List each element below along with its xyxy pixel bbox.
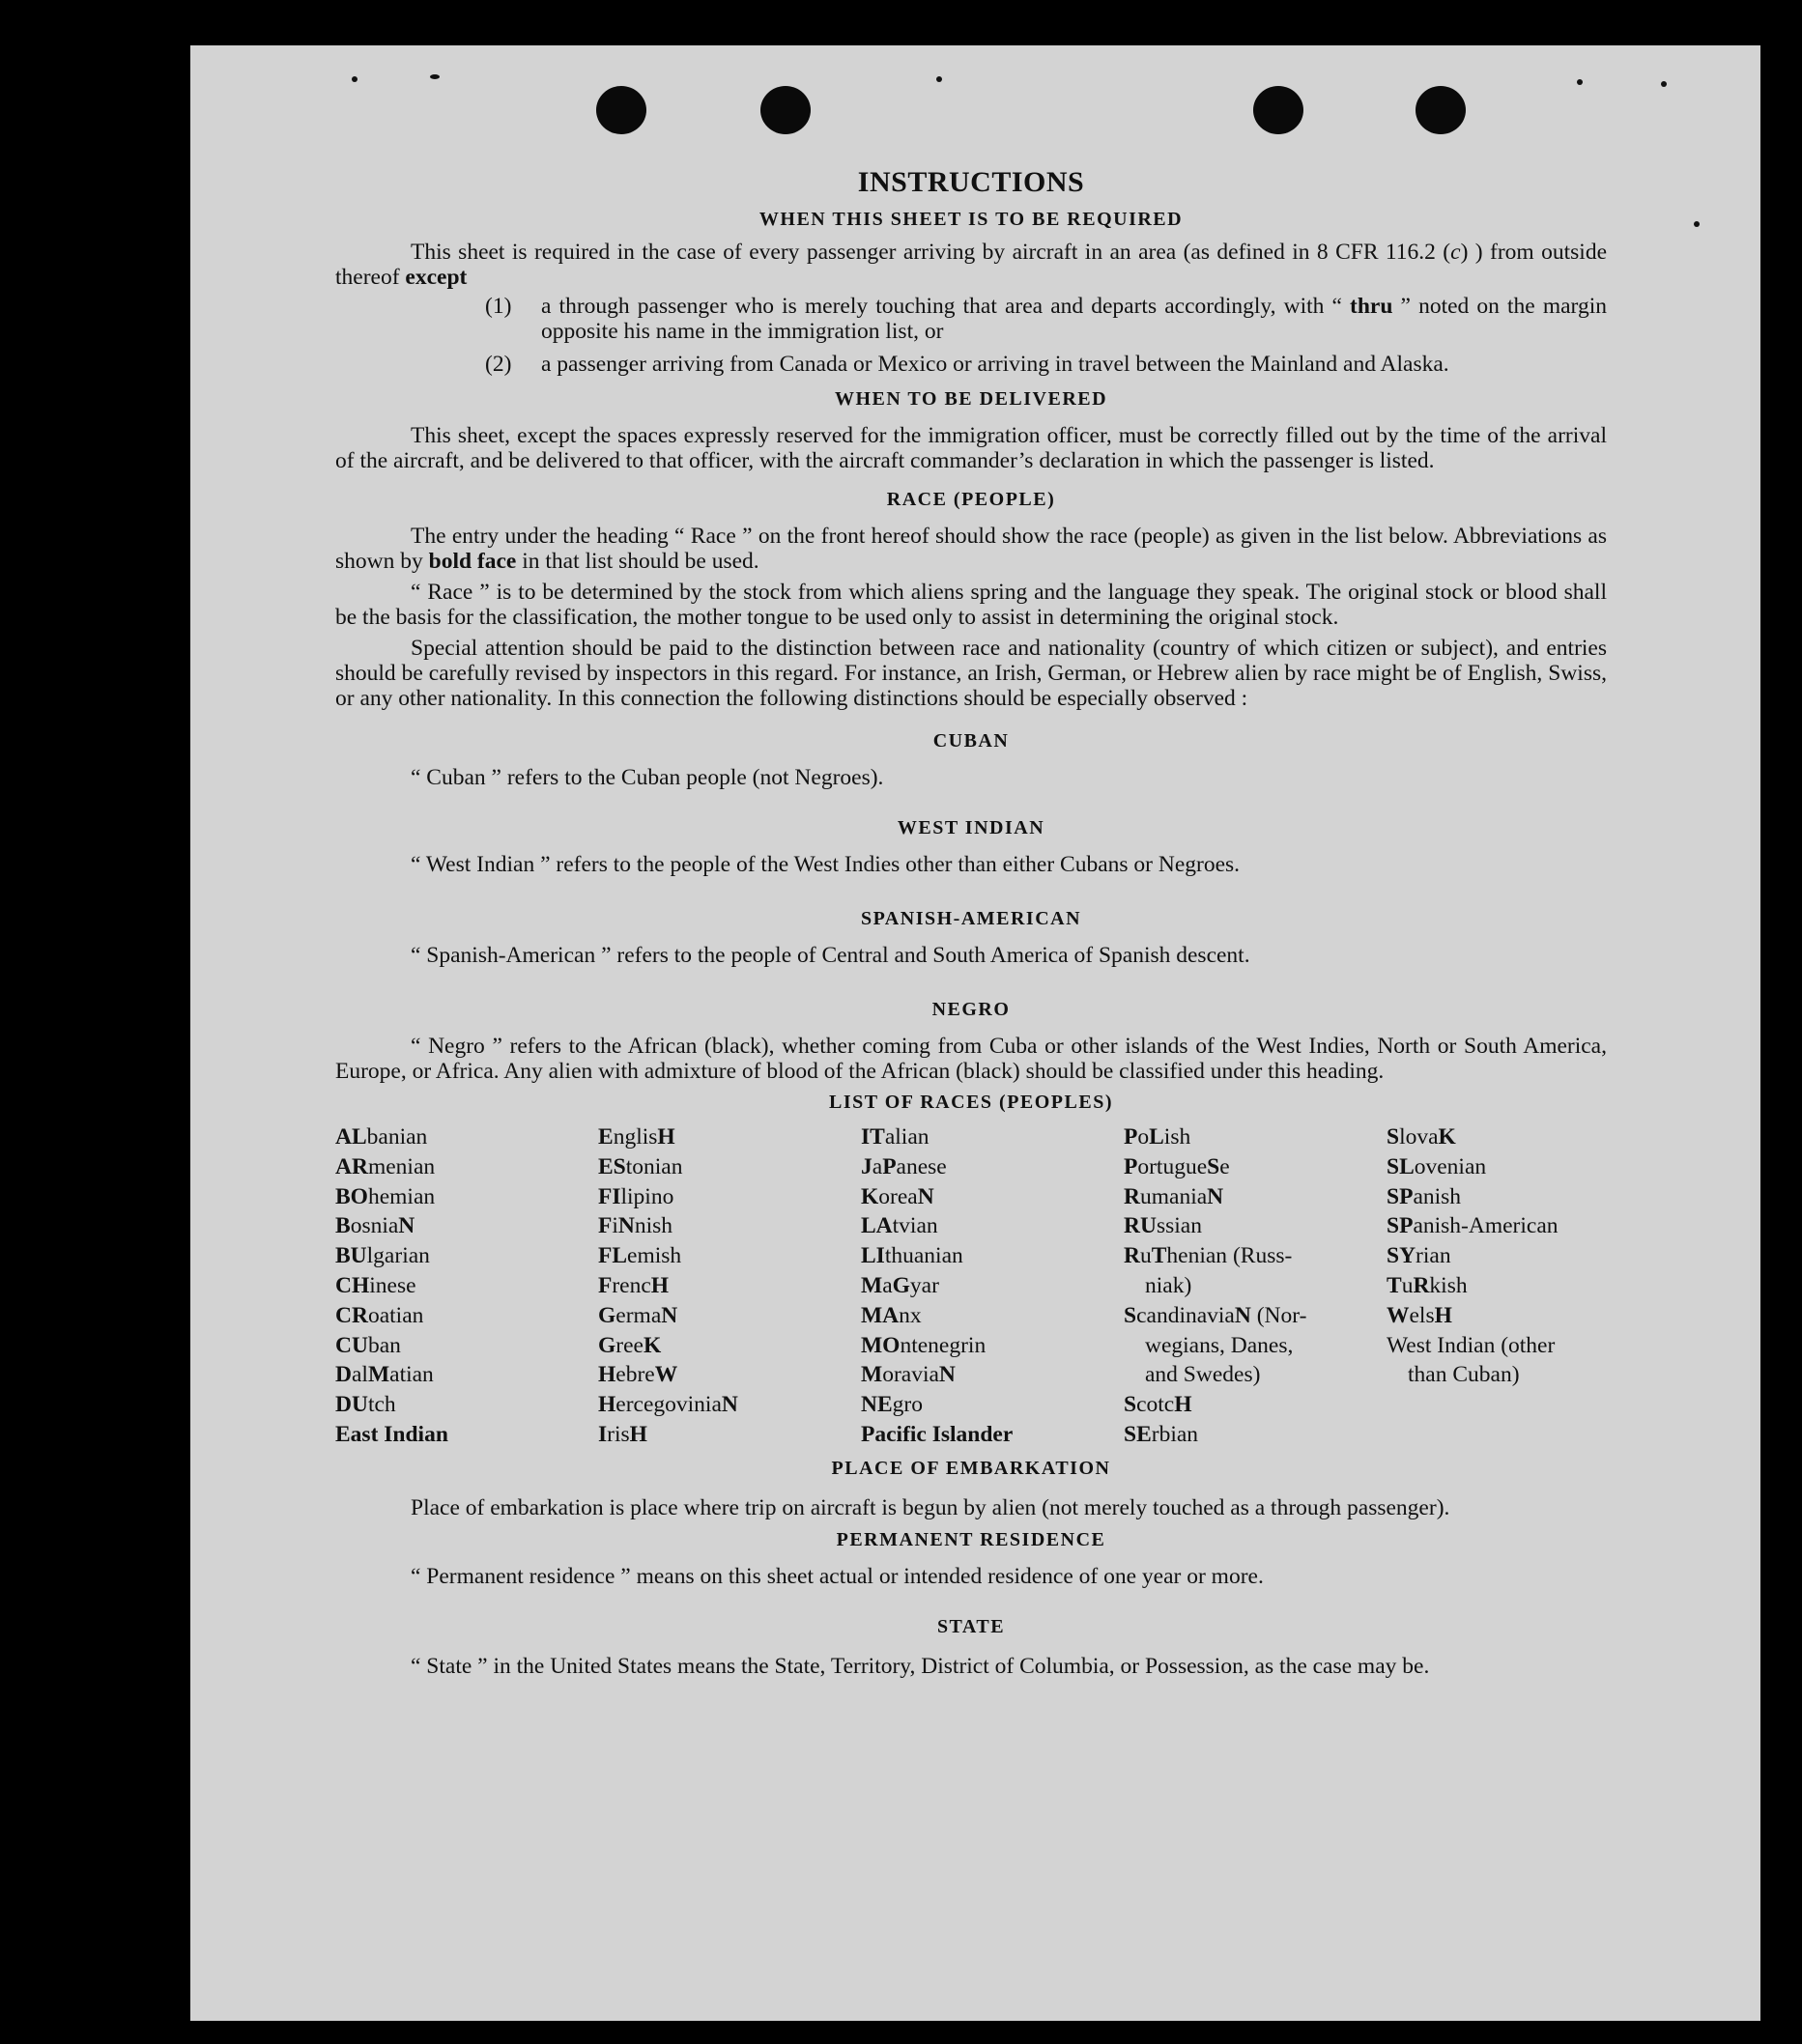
- list-item: [598, 1152, 861, 1182]
- paragraph: “ Permanent residence ” means on this sheet actual or intended residence of one year or more.: [411, 1563, 1264, 1589]
- text: H: [650, 1272, 670, 1298]
- text: ovenian: [1414, 1153, 1487, 1179]
- list-item: [335, 1331, 598, 1361]
- text: bold face: [428, 549, 517, 574]
- text: tonian: [625, 1153, 683, 1179]
- paragraph: “ West Indian ” refers to the people of the West Indies other than either Cubans or Negroes.: [411, 852, 1241, 877]
- list-item: [1387, 1301, 1607, 1331]
- text: cotc: [1136, 1392, 1175, 1418]
- text: emish: [627, 1243, 682, 1269]
- text: This sheet is required in the case of every passenger arriving by aircraft in an area (as defined in 8 CFR 116.2 (: [411, 240, 1451, 265]
- list-item: [1124, 1301, 1387, 1331]
- text: tch: [367, 1392, 396, 1418]
- text: c: [1450, 240, 1461, 265]
- text: H: [657, 1124, 675, 1150]
- races-column: [1124, 1122, 1387, 1450]
- text: ntenegrin: [900, 1332, 987, 1358]
- list-item-continuation: niak): [1145, 1272, 1192, 1298]
- list-item: [598, 1241, 861, 1271]
- list-item: [861, 1420, 1124, 1450]
- text: a: [882, 1272, 893, 1298]
- text: P: [1124, 1153, 1138, 1179]
- text: N: [721, 1392, 738, 1418]
- text: e: [1219, 1153, 1230, 1179]
- heading-west-indian: WEST INDIAN: [897, 817, 1045, 838]
- list-item: [1124, 1182, 1387, 1212]
- text: S: [1124, 1392, 1137, 1418]
- text: MO: [861, 1332, 901, 1358]
- text: CR: [335, 1302, 368, 1328]
- text: banian: [366, 1124, 428, 1150]
- text: CH: [335, 1272, 370, 1298]
- list-item-continuation: wegians, Danes,: [1145, 1332, 1294, 1358]
- list-item: [1387, 1182, 1607, 1212]
- speck: [1577, 79, 1583, 85]
- text: T: [1387, 1272, 1402, 1298]
- paragraph: “ Negro ” refers to the African (black), whether coming from Cuba or other islands of the West Indies, North or South America, Europe, or Africa. Any alien with admixture of blood of the African (black) should be classified under this heading.: [335, 1034, 1607, 1084]
- heading-race: RACE (PEOPLE): [886, 489, 1056, 510]
- text: Pacific Islander: [861, 1421, 1014, 1447]
- list-item: [598, 1271, 861, 1301]
- text: M: [861, 1362, 883, 1388]
- speck: [1661, 81, 1667, 87]
- text: in that list should be used.: [516, 549, 759, 574]
- text: inese: [369, 1272, 416, 1298]
- text: P: [882, 1153, 897, 1179]
- heading-spanish-american: SPANISH-AMERICAN: [860, 908, 1082, 929]
- list-item: [598, 1182, 861, 1212]
- text: MA: [861, 1302, 900, 1328]
- races-group: [1387, 1122, 1607, 1331]
- text: oravia: [882, 1362, 939, 1388]
- races-column: [598, 1122, 861, 1450]
- text: I: [598, 1421, 608, 1447]
- text: H: [1434, 1302, 1452, 1328]
- races-column: [335, 1122, 598, 1450]
- text: henian: [1166, 1243, 1228, 1269]
- text: B: [335, 1213, 351, 1239]
- text: AR: [335, 1153, 368, 1179]
- text: W: [1387, 1302, 1410, 1328]
- heading-embarkation: PLACE OF EMBARKATION: [831, 1457, 1111, 1479]
- paragraph: [335, 524, 1607, 574]
- list-item: [1124, 1241, 1387, 1271]
- text: anish: [1413, 1183, 1462, 1209]
- text: CU: [335, 1332, 368, 1358]
- text: ban: [367, 1332, 401, 1358]
- list-item: West Indian (other: [1387, 1332, 1556, 1358]
- list-item-continuation: and Swedes): [1145, 1362, 1261, 1388]
- heading-permanent-residence: PERMANENT RESIDENCE: [836, 1528, 1106, 1550]
- text: ree: [615, 1332, 644, 1358]
- text: ssian: [1156, 1213, 1202, 1239]
- text: menian: [367, 1153, 436, 1179]
- text: (Nor-: [1250, 1302, 1307, 1328]
- list-item: [861, 1331, 1124, 1361]
- list-item: [335, 1301, 598, 1331]
- text: M: [367, 1362, 390, 1388]
- text: orea: [878, 1183, 918, 1209]
- punch-hole: [760, 86, 811, 134]
- list-item: [861, 1271, 1124, 1301]
- text: J: [861, 1153, 872, 1179]
- text: G: [892, 1272, 910, 1298]
- text: N: [1207, 1183, 1224, 1209]
- text: SP: [1387, 1213, 1414, 1239]
- item-number: (2): [485, 352, 512, 377]
- list-item: [335, 1420, 598, 1450]
- text: tvian: [892, 1213, 938, 1239]
- text: N: [917, 1183, 934, 1209]
- speck: [1694, 221, 1700, 227]
- text: thru: [1350, 294, 1393, 319]
- text: AL: [335, 1124, 367, 1150]
- list-item: [335, 1271, 598, 1301]
- text: SE: [1124, 1421, 1152, 1447]
- heading-cuban: CUBAN: [932, 730, 1010, 752]
- heading-when-required: WHEN THIS SHEET IS TO BE REQUIRED: [758, 209, 1184, 230]
- text: IT: [861, 1124, 885, 1150]
- list-item: [598, 1360, 861, 1390]
- list-item: [861, 1152, 1124, 1182]
- list-item: [598, 1390, 861, 1420]
- list-item: [598, 1301, 861, 1331]
- list-item: [1387, 1211, 1607, 1241]
- instructions-body: [335, 166, 1607, 1682]
- text: atian: [389, 1362, 434, 1388]
- text: ES: [598, 1153, 626, 1179]
- paragraph: Place of embarkation is place where trip on aircraft is begun by alien (not merely touched as a through passenger).: [411, 1494, 1450, 1520]
- list-item: [335, 1122, 598, 1152]
- text: lgarian: [366, 1243, 430, 1269]
- text: ” noted on the margin opposite his name in the immigration list, or: [541, 294, 1607, 344]
- paragraph: [335, 240, 1607, 290]
- text: East Indian: [335, 1421, 448, 1447]
- list-item: [598, 1331, 861, 1361]
- text: RU: [1124, 1213, 1157, 1239]
- paragraph: “ Spanish-American ” refers to the people of Central and South America of Spanish descent.: [411, 943, 1250, 968]
- list-item: [1387, 1152, 1607, 1182]
- list-item: [861, 1390, 1124, 1420]
- text: BU: [335, 1243, 367, 1269]
- heading-when-delivered: WHEN TO BE DELIVERED: [834, 388, 1108, 410]
- text: alian: [884, 1124, 930, 1150]
- heading-negro: NEGRO: [931, 999, 1011, 1020]
- text: L: [1149, 1124, 1164, 1150]
- text: K: [643, 1332, 662, 1358]
- text: R: [1413, 1272, 1430, 1298]
- text: a: [872, 1153, 883, 1179]
- text: gro: [892, 1392, 923, 1418]
- paragraph: “ Cuban ” refers to the Cuban people (not Negroes).: [411, 765, 884, 790]
- text: els: [1409, 1302, 1435, 1328]
- text: H: [629, 1421, 647, 1447]
- text: (Russ-: [1227, 1243, 1293, 1269]
- text: i: [612, 1213, 618, 1239]
- list-item: [861, 1360, 1124, 1390]
- text: E: [598, 1124, 614, 1150]
- text: R: [1124, 1183, 1140, 1209]
- paragraph: “ Race ” is to be determined by the stock from which aliens spring and the language they speak. The original stock or blood shall be the basis for the classification, the mother tongue to be used only to assist in determining the original stock.: [335, 580, 1607, 630]
- list-item: [1124, 1420, 1387, 1450]
- races-column: [861, 1122, 1124, 1450]
- item-number: (1): [485, 294, 512, 319]
- text: erma: [615, 1302, 662, 1328]
- text: LA: [861, 1213, 893, 1239]
- list-item: [861, 1241, 1124, 1271]
- list-item: [598, 1122, 861, 1152]
- text: W: [654, 1362, 678, 1388]
- text: ebre: [615, 1362, 655, 1388]
- list-item: [335, 1182, 598, 1212]
- list-item: [485, 294, 1607, 344]
- text: G: [598, 1302, 616, 1328]
- text: K: [1438, 1124, 1456, 1150]
- text: nx: [899, 1302, 922, 1328]
- text: S: [1124, 1302, 1137, 1328]
- text: yar: [909, 1272, 939, 1298]
- paragraph: This sheet, except the spaces expressly reserved for the immigration officer, must be correctly filled out by the time of the arrival of the aircraft, and be delivered to that officer, with the aircraft commander’s declaration in which the passenger is listed.: [335, 423, 1607, 473]
- text: H: [598, 1362, 616, 1388]
- text: o: [1137, 1124, 1150, 1150]
- list-item: [861, 1211, 1124, 1241]
- text: S: [1207, 1153, 1220, 1179]
- text: renc: [612, 1272, 651, 1298]
- text: u: [1401, 1272, 1414, 1298]
- text: ris: [607, 1421, 630, 1447]
- text: P: [1124, 1124, 1138, 1150]
- list-item: [861, 1122, 1124, 1152]
- punch-hole: [1253, 86, 1303, 134]
- list-item: [598, 1420, 861, 1450]
- speck: [352, 76, 358, 82]
- text: H: [598, 1392, 616, 1418]
- list-item: [335, 1241, 598, 1271]
- text: BO: [335, 1183, 368, 1209]
- text: ortugue: [1137, 1153, 1208, 1179]
- text: a through passenger who is merely touching that area and departs accordingly, with “: [541, 294, 1351, 319]
- text: osnia: [350, 1213, 399, 1239]
- list-item: [335, 1152, 598, 1182]
- text: SL: [1387, 1153, 1415, 1179]
- list-item: [1124, 1390, 1387, 1420]
- text: anese: [896, 1153, 947, 1179]
- heading-list-of-races: LIST OF RACES (PEOPLES): [828, 1092, 1113, 1113]
- text: ) ) from outside thereof: [335, 240, 1607, 290]
- list-item: [861, 1182, 1124, 1212]
- text: umania: [1139, 1183, 1208, 1209]
- text: N: [661, 1302, 678, 1328]
- text: anish-American: [1413, 1213, 1559, 1239]
- list-item: [335, 1211, 598, 1241]
- text: DU: [335, 1392, 368, 1418]
- text: rbian: [1151, 1421, 1199, 1447]
- document-page: [190, 45, 1760, 2021]
- text: H: [1174, 1392, 1192, 1418]
- text: a passenger arriving from Canada or Mexico or arriving in travel between the Mainland and Alaska.: [541, 352, 1449, 377]
- punch-hole: [596, 86, 646, 134]
- text: oatian: [367, 1302, 424, 1328]
- list-item: [1387, 1271, 1607, 1301]
- text: ercegovinia: [615, 1392, 722, 1418]
- text: u: [1139, 1243, 1152, 1269]
- text: candinavia: [1136, 1302, 1235, 1328]
- text: FL: [598, 1243, 628, 1269]
- list-item: [335, 1390, 598, 1420]
- text: NE: [861, 1392, 893, 1418]
- races-list: [335, 1122, 1607, 1450]
- text: N: [398, 1213, 415, 1239]
- text: ish: [1163, 1124, 1191, 1150]
- text: S: [1387, 1124, 1400, 1150]
- text: F: [598, 1272, 613, 1298]
- text: The entry under the heading “ Race ” on the front hereof should show the race (people) as given in the list below. Abbreviations as shown by: [335, 524, 1607, 574]
- list-item: [1387, 1241, 1607, 1271]
- text: K: [861, 1183, 879, 1209]
- text: M: [861, 1272, 883, 1298]
- text: thuanian: [884, 1243, 963, 1269]
- text: R: [1124, 1243, 1140, 1269]
- text: F: [598, 1213, 613, 1239]
- list-item: [1124, 1122, 1387, 1152]
- list-item: [335, 1360, 598, 1390]
- paragraph: Special attention should be paid to the distinction between race and nationality (country of which citizen or subject), and entries should be carefully revised by inspectors in this regard. For instance, an Irish, German, or Hebrew alien by race might be of English, Swiss, or any other nationality. In this connection the following distinctions should be especially observed :: [335, 636, 1607, 711]
- text: hemian: [367, 1183, 436, 1209]
- speck: [936, 76, 942, 82]
- list-item-continuation: than Cuban): [1408, 1362, 1520, 1388]
- list-item: [861, 1301, 1124, 1331]
- list-item: [1387, 1122, 1607, 1152]
- text: D: [335, 1362, 352, 1388]
- text: G: [598, 1332, 616, 1358]
- speck: [430, 74, 440, 79]
- text: LI: [861, 1243, 885, 1269]
- list-item: [485, 352, 1607, 377]
- page-title: INSTRUCTIONS: [857, 166, 1085, 198]
- text: except: [405, 265, 468, 290]
- text: SP: [1387, 1183, 1414, 1209]
- races-group: [1124, 1122, 1387, 1241]
- races-column: [1387, 1122, 1607, 1450]
- text: nglis: [613, 1124, 658, 1150]
- text: nish: [634, 1213, 673, 1239]
- races-group: [1124, 1390, 1387, 1450]
- paragraph: “ State ” in the United States means the State, Territory, District of Columbia, or Possession, as the case may be.: [411, 1653, 1430, 1679]
- text: N: [938, 1362, 956, 1388]
- text: FI: [598, 1183, 621, 1209]
- heading-state: STATE: [936, 1615, 1006, 1637]
- text: rian: [1416, 1243, 1451, 1269]
- list-item: [598, 1211, 861, 1241]
- text: al: [351, 1362, 368, 1388]
- text: T: [1151, 1243, 1167, 1269]
- text: kish: [1429, 1272, 1468, 1298]
- list-item: [1124, 1152, 1387, 1182]
- list-item: [1124, 1211, 1387, 1241]
- punch-hole: [1416, 86, 1466, 134]
- text: lipino: [620, 1183, 674, 1209]
- text: N: [1234, 1302, 1251, 1328]
- text: N: [617, 1213, 635, 1239]
- text: lova: [1399, 1124, 1439, 1150]
- text: SY: [1387, 1243, 1416, 1269]
